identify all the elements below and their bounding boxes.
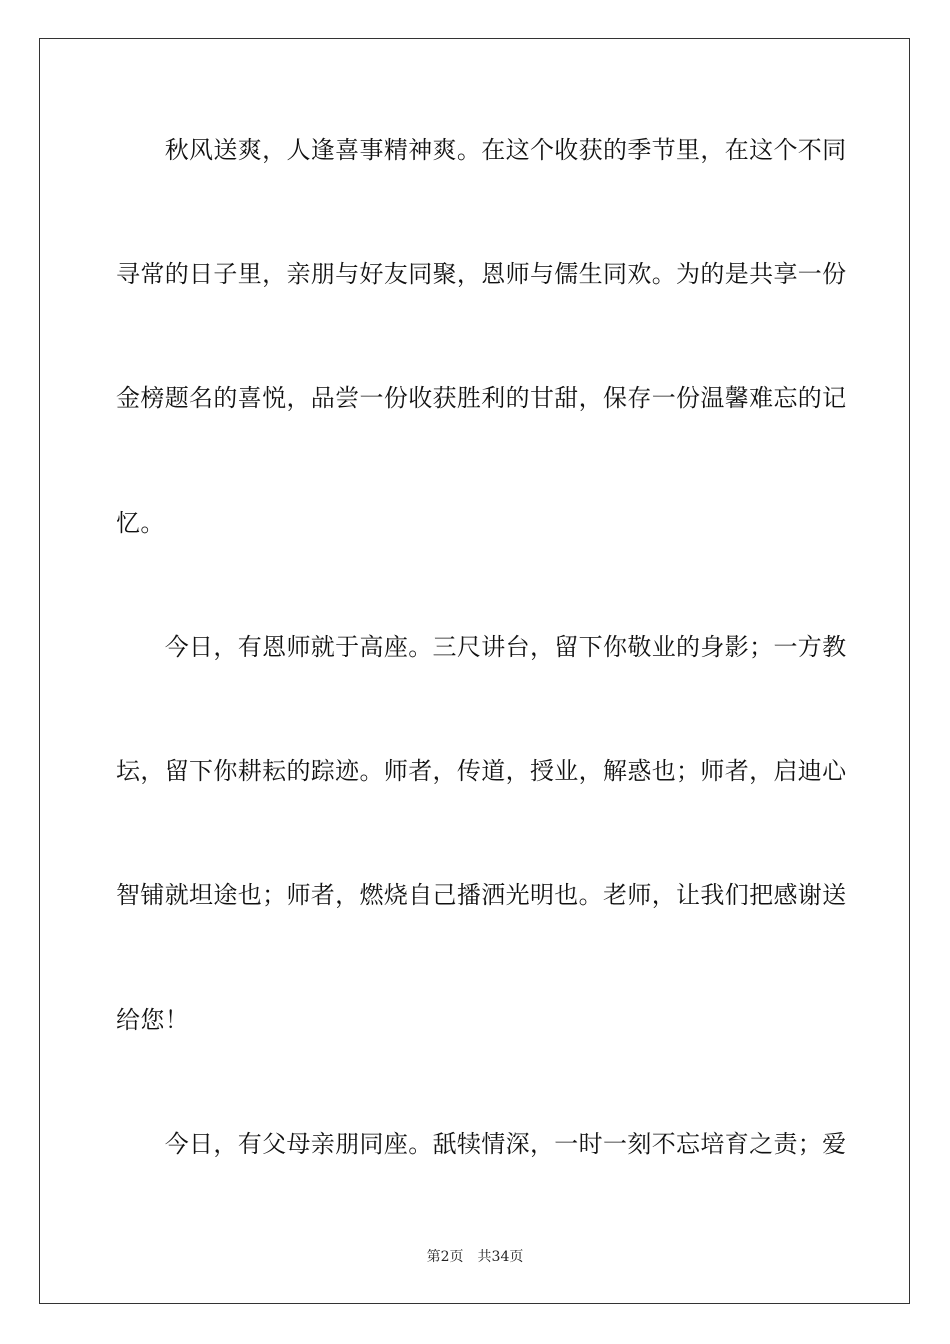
text-line: 给您！	[116, 1006, 190, 1034]
page-footer	[0, 1248, 950, 1266]
page-total: 共34页	[477, 1249, 524, 1265]
text-line: 秋风送爽，人逢喜事精神爽。在这个收获的季节里，在这个不同	[116, 136, 847, 164]
page-border	[39, 38, 910, 1304]
text-line: 智铺就坦途也；师者，燃烧自己播洒光明也。老师，让我们把感谢送	[116, 881, 847, 909]
text-line: 忆。	[116, 509, 165, 537]
text-line: 寻常的日子里，亲朋与好友同聚，恩师与儒生同欢。为的是共享一份	[116, 260, 847, 288]
text-line: 坛，留下你耕耘的踪迹。师者，传道，授业，解惑也；师者，启迪心	[116, 757, 847, 785]
page-number: 第2页	[426, 1249, 464, 1265]
text-line: 今日，有父母亲朋同座。舐犊情深，一时一刻不忘培育之责；爱	[116, 1130, 847, 1158]
text-line: 金榜题名的喜悦，品尝一份收获胜利的甘甜，保存一份温馨难忘的记	[116, 384, 847, 412]
text-line: 今日，有恩师就于高座。三尺讲台，留下你敬业的身影；一方教	[116, 633, 847, 661]
